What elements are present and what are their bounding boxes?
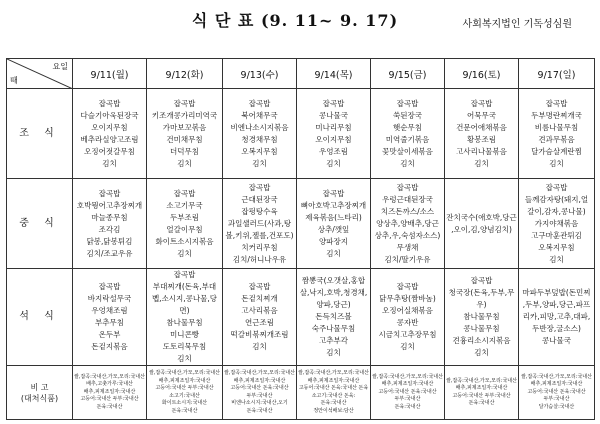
menu-line: 김치/허니나우유 [232, 254, 287, 264]
menu-line: 뼈아호박고추장찌개 [300, 200, 367, 210]
menu-line: ,오이,김,양념김치) [451, 224, 512, 234]
menu-line: 청국장(돈육,두부,무 [448, 288, 515, 297]
menu-line: 두부조림 [170, 212, 199, 222]
menu-line: 치즈돈까스/소스 [380, 206, 435, 216]
menu-line: ,두부,양파,당근,파프 [522, 300, 591, 309]
menu-line: 돈육:국내산 [320, 400, 347, 406]
menu-line: 꽃맛살이세볶음 [382, 146, 433, 156]
menu-line: 화이트소시지볶음 [155, 236, 214, 246]
menu-line: 김치 [549, 254, 564, 264]
menu-line: 베추라실양고조림 [80, 134, 139, 144]
menu-line: 두부:국내산 [394, 396, 421, 403]
meal-label-lunch: 중 식 [7, 179, 73, 269]
menu-cell [223, 89, 297, 179]
menu-line: 돈겉지볶음 [91, 342, 128, 351]
menu-line: 양상추,양배추,당근 [376, 218, 439, 228]
day-header-row [7, 59, 595, 89]
menu-line: 잡곡밥 [98, 188, 121, 198]
day-header: 9/15(금) [371, 59, 445, 89]
notes-cell [371, 366, 445, 420]
menu-line: 리카,피망,고추,대파, [522, 312, 591, 321]
menu-line: 잡곡밥 [470, 276, 493, 285]
menu-line: 두반장,굴소스) [532, 324, 581, 333]
menu-line: 잡곡밥 [545, 98, 568, 108]
menu-line: 고등어:국내산 돈육:국내산 돈육 [298, 385, 369, 391]
menu-line: 햇순무침 [393, 122, 422, 132]
menu-cell [297, 89, 371, 179]
menu-line: 견흉리소시지볶음 [452, 336, 511, 345]
menu-line: 잡곡밥 [173, 188, 196, 198]
menu-line: 미나리무침 [315, 122, 352, 132]
menu-line: 김치 [252, 342, 267, 351]
menu-line: 볼,키위,젤를,건포도) [225, 230, 294, 240]
menu-line: 들께감자탕(돼지,얼 [524, 194, 589, 204]
menu-cell [297, 269, 371, 366]
menu-line: 부대찌개(돈육,부대 [152, 282, 217, 291]
menu-line: 미니콘빵 [170, 330, 199, 339]
menu-line: 오이지무침 [315, 134, 352, 144]
menu-cell [223, 269, 297, 366]
menu-line: 돈겉치찌개 [241, 294, 278, 303]
menu-line: 고등어:국내산 두부:국내산 [452, 392, 511, 399]
menu-line: 배추,피제조일자:국내산 [455, 385, 508, 391]
menu-line: 쌀,잡곡:국내산,가모,모리:국내산 [446, 377, 517, 384]
menu-line: 쌀,잡곡:국내산,가모,모리:국내산 [224, 370, 295, 376]
menu-cell [519, 89, 595, 179]
menu-cell [445, 179, 519, 269]
menu-line: 잔치국수(애호박,당근 [446, 212, 517, 222]
notes-cell [297, 366, 371, 420]
menu-line: 배추,피제조일자:국내산 [83, 388, 136, 395]
menu-line: 돈육:국내산 [394, 403, 421, 410]
day-header: 9/17(일) [519, 59, 595, 89]
day-header: 9/16(토) [445, 59, 519, 89]
menu-line: 잡곡밥 [545, 182, 568, 192]
menu-line: 비엔나소시지:국내산,오기 [231, 400, 288, 406]
menu-line: 김치 [326, 348, 341, 357]
menu-line: 양파,당근) [316, 300, 351, 309]
menu-table [6, 58, 595, 420]
menu-line: 비름나물무침 [534, 122, 579, 132]
menu-cell [519, 179, 595, 269]
menu-line: 오징어실채볶음 [382, 306, 433, 315]
menu-cell [147, 179, 223, 269]
menu-line: 근대된장국 [241, 194, 278, 204]
menu-line: 콩나물국 [319, 110, 348, 120]
menu-line: 바지락설무국 [87, 294, 132, 303]
menu-line: 다슬기아욱된장국 [80, 110, 139, 120]
menu-line: 배추,피제조일자:국내산 [307, 377, 360, 384]
menu-line: 김치 [102, 158, 117, 168]
menu-cell [73, 89, 147, 179]
menu-line: 가마보꼬볶음 [162, 122, 207, 132]
menu-line: 정안이석배보:담산 [313, 407, 354, 414]
menu-line: 돈육:국내산 [246, 407, 273, 414]
menu-line: 김치/조교우유 [86, 248, 133, 258]
menu-line: 고추부각 [319, 336, 348, 345]
menu-line: 오징어젓갈무침 [84, 146, 135, 156]
menu-line: 김치/딸기우유 [384, 254, 431, 264]
menu-line: 키조개콩가리미역국 [151, 110, 218, 120]
menu-line: 상추,우,숙섬자소스) [374, 230, 441, 240]
menu-cell [147, 269, 223, 366]
menu-line: 우) [476, 300, 487, 309]
day-header: 9/14(목) [297, 59, 371, 89]
breakfast-row [7, 89, 595, 179]
menu-line: 김치 [326, 158, 341, 168]
menu-line: 오이지무침 [91, 122, 128, 132]
menu-line: 견과무볶음 [538, 134, 575, 144]
menu-line: 잡곡밥 [396, 182, 419, 192]
menu-line: 배추,고춧가루:국내산 [86, 381, 133, 388]
menu-line: 화이트소시지:국내산 [161, 400, 208, 406]
menu-line: 김치 [177, 158, 192, 168]
menu-line: 도토리묵무침 [162, 342, 207, 351]
menu-line: 우엉조림 [319, 146, 348, 156]
menu-line: 고사리볶음 [241, 306, 278, 315]
menu-line: 비엔나소시지볶음 [230, 122, 289, 132]
notes-cell [445, 366, 519, 420]
menu-line: 돈육:국내산 [468, 400, 495, 406]
menu-line: 콩자반 [396, 318, 419, 327]
menu-line: 김치 [177, 354, 192, 363]
menu-cell [147, 89, 223, 179]
menu-line: 우엉채조림 [91, 306, 128, 315]
menu-line: 쌀,잡곡:국내산,가모,모리:국내산 [298, 370, 369, 376]
menu-line: 쌀,잡곡:국내산,가모,모리:국내산 [521, 373, 592, 380]
menu-line: 가지야채볶음 [534, 218, 579, 228]
menu-line: 잡곡밥 [248, 98, 271, 108]
menu-line: 조각김 [98, 224, 121, 234]
header-corner-cell [7, 59, 73, 89]
lunch-row [7, 179, 595, 269]
menu-cell [445, 89, 519, 179]
menu-line: 오복지무침 [538, 242, 575, 252]
menu-line: 참나물무침 [463, 312, 500, 321]
menu-line: 달가슴살계란찜 [531, 146, 582, 156]
page-title: 식 단 표 (9. 11~ 9. 17) [191, 11, 399, 30]
meal-label-dinner: 석 식 [7, 269, 73, 366]
menu-line: 쑥된장국 [393, 110, 422, 120]
menu-line: 고등어:국내산 두부:국내산 [80, 396, 139, 403]
menu-line: 제육볶음(느타리) [305, 212, 362, 222]
menu-line: 숙주나물무침 [311, 324, 356, 333]
menu-line: 북어채무국 [241, 110, 278, 120]
menu-line: 무생채 [396, 242, 419, 252]
menu-line: 잡곡밥 [248, 182, 271, 192]
notes-cell [519, 366, 595, 420]
menu-line: 콩나물국 [542, 336, 571, 345]
menu-line: 부추무침 [95, 318, 124, 327]
menu-line: 치커리무침 [241, 242, 278, 252]
notes-cell [223, 366, 297, 420]
menu-cell [371, 269, 445, 366]
day-header: 9/12(화) [147, 59, 223, 89]
menu-line: 쌀,잡곡:국내산,가모,모리:국내산 [149, 370, 220, 376]
menu-line: 청경채무침 [241, 134, 278, 144]
menu-line: 김치 [474, 348, 489, 357]
menu-line: 배추,피제조일자:국내산 [158, 377, 211, 384]
menu-cell [445, 269, 519, 366]
notes-row [7, 366, 595, 420]
menu-line: 마늘종무침 [91, 212, 128, 222]
menu-line: 양파장지 [319, 236, 348, 246]
menu-line: 얼갈이무침 [166, 224, 203, 234]
notes-cell [73, 366, 147, 420]
menu-line: 잡곡밥 [173, 98, 196, 108]
menu-cell [73, 179, 147, 269]
menu-line: 콩나물무침 [463, 324, 500, 333]
menu-line: 어묵무국 [467, 110, 496, 120]
menu-line: 오복지무침 [241, 146, 278, 156]
menu-line: 김치 [252, 158, 267, 168]
menu-line: 잡곡밥 [396, 282, 419, 291]
day-header: 9/11(월) [73, 59, 147, 89]
day-header: 9/13(수) [223, 59, 297, 89]
menu-line: 소고기:국내산 돈육: [311, 392, 356, 399]
menu-line: 연근조림 [245, 318, 274, 327]
menu-line: 잡곡밥 [470, 98, 493, 108]
menu-line: 건미채무침 [166, 134, 203, 144]
meal-label-breakfast: 조 식 [7, 89, 73, 179]
menu-line: 잡곡밥 [98, 282, 121, 291]
menu-line: 마파두부덮밥(돈민찌 [522, 288, 591, 297]
menu-line: 두부명란찌개국 [531, 110, 582, 120]
menu-line: 달가슴살:국내산 [538, 403, 575, 410]
menu-line: 우렁근대된장국 [382, 194, 433, 204]
menu-line: 김치 [177, 248, 192, 258]
menu-line: 떡갈비볶찌개조림 [230, 330, 289, 339]
menu-line: 김치 [474, 158, 489, 168]
menu-line: 면) [179, 306, 190, 315]
menu-line: 김치 [549, 158, 564, 168]
menu-line: 김치 [400, 158, 415, 168]
notes-cell [147, 366, 223, 420]
menu-line: 소고기무국 [166, 200, 203, 210]
menu-line: 잡곡밥 [322, 188, 345, 198]
menu-line: 더덕무침 [170, 146, 199, 156]
menu-line: 잡펑탕수육 [241, 206, 278, 216]
menu-line: 고구마훈관튀김 [531, 230, 582, 240]
menu-line: 배추,피제조일자:국내산 [381, 381, 434, 388]
menu-line: 건문어애채볶음 [456, 122, 507, 132]
menu-line: 온두부 [98, 330, 121, 339]
menu-cell [73, 269, 147, 366]
menu-line: 살,낙지,호박,청경채, [299, 288, 368, 297]
dinner-row [7, 269, 595, 366]
menu-line: 닭봉,닭봉튀김 [86, 236, 133, 246]
menu-line: 갈이,감자,콩나물) [527, 206, 586, 216]
menu-line: 호박뭥어고추장찌개 [76, 200, 143, 210]
menu-line: 배추,피제조일자:국내산 [233, 377, 286, 384]
menu-line: 소고기:국내산 [169, 392, 200, 399]
menu-line: 돈득치즈볼 [315, 312, 352, 321]
menu-line: 볩,소시지,콩나물,당 [151, 294, 218, 303]
menu-line: 고등어:국내산 돈육:국내산 [230, 385, 289, 391]
menu-cell [297, 179, 371, 269]
menu-line: 고등어:국내산 두부:국내산 [155, 385, 214, 391]
menu-line: 쌀,잡곡:국내산,가모,모리:국내산 [74, 373, 145, 380]
menu-line: 고등어:국내산 돈육:국내산 [378, 388, 437, 395]
menu-line: 고등어:국내산 돈육:국내산 [527, 388, 586, 395]
menu-line: 상추/깻잎 [317, 224, 350, 234]
menu-line: 잡곡밥 [173, 270, 196, 279]
menu-line: (대처식품) [20, 393, 59, 403]
menu-line: 미역줄기볶음 [385, 134, 430, 144]
menu-cell [371, 179, 445, 269]
menu-line: 짬뽕국(오갯살,홍합 [301, 276, 366, 285]
menu-line: 참나물무침 [166, 318, 203, 327]
menu-line: 비 고 [30, 382, 49, 392]
menu-line: 과일샐러드(사과,탕 [227, 218, 292, 228]
menu-line: 잡곡밥 [98, 98, 121, 108]
menu-line: 배추,피제조일자:국내산 [530, 381, 583, 388]
corner-meal-label: 때 [10, 76, 18, 85]
corner-day-label: 요일 [52, 62, 68, 71]
menu-line: 두부:국내산 [246, 392, 273, 399]
menu-line: 고사리나물볶음 [456, 146, 507, 156]
menu-line: 잡곡밥 [248, 282, 271, 291]
menu-line: 김치 [326, 248, 341, 258]
menu-line: 닭무추탕(짬바놈) [379, 294, 436, 303]
menu-line: 두부:국내산 [543, 396, 570, 403]
menu-cell [371, 89, 445, 179]
menu-cell [519, 269, 595, 366]
menu-line: 돈육:국내산 [96, 403, 123, 410]
organization-name: 사회복지법인 기독성심원 [462, 19, 572, 30]
menu-line: 황봉조림 [467, 134, 496, 144]
menu-line: 쌀,잡곡:국내산,가모,모리:국내산 [372, 373, 443, 380]
menu-line: 시금치고추장무침 [378, 330, 437, 339]
notes-label [7, 366, 73, 420]
menu-line: 김치 [400, 342, 415, 351]
menu-cell [223, 179, 297, 269]
menu-line: 잡곡밥 [396, 98, 419, 108]
menu-line: 돈육:국내산 [171, 407, 198, 414]
menu-line: 잡곡밥 [322, 98, 345, 108]
